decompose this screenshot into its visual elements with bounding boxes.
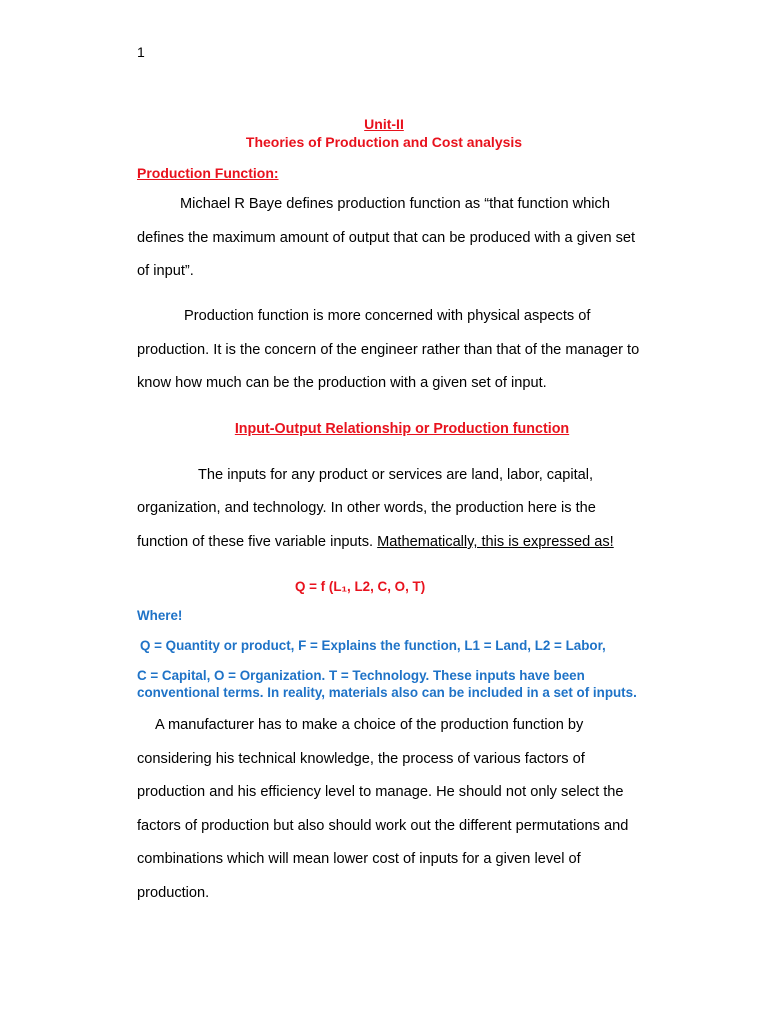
paragraph-line: Michael R Baye defines production function as “that function which [180,196,610,212]
section-title-input-output: Input-Output Relationship or Production function [234,421,570,437]
paragraph-line [137,533,614,551]
paragraph-line: combinations which will mean lower cost of inputs for a given level of [137,851,581,867]
paragraph-text: function of these five variable inputs. [137,534,378,550]
paragraph-line: Production function is more concerned with physical aspects of [184,308,591,324]
mathematical-expression-intro: Mathematically, this is expressed as! [377,534,614,550]
paragraph-line: A manufacturer has to make a choice of the production function by [155,717,584,733]
paragraph-line: production. It is the concern of the engineer rather than that of the manager to [137,342,640,358]
page-number: 1 [137,44,145,60]
production-formula: Q = f (L₁, L2, C, O, T) [295,579,426,594]
paragraph-line: of input”. [137,263,194,279]
paragraph-line: know how much can be the production with a given set of input. [137,375,547,391]
paragraph-line: production and his efficiency level to manage. He should not only select the [137,784,624,800]
definition-line: conventional terms. In reality, materials also can be included in a set of inputs. [137,685,637,700]
unit-heading: Unit-II [364,116,404,132]
where-label: Where! [137,608,183,623]
definition-line: C = Capital, O = Organization. T = Technology. These inputs have been [137,668,585,683]
document-title: Theories of Production and Cost analysis [245,134,523,150]
paragraph-line: production. [137,885,210,901]
definition-line: Q = Quantity or product, F = Explains the function, L1 = Land, L2 = Labor, [140,638,606,653]
paragraph-line: The inputs for any product or services are land, labor, capital, [198,467,594,483]
paragraph-line: defines the maximum amount of output that can be produced with a given set [137,230,636,246]
paragraph-line: factors of production but also should work out the different permutations and [137,818,629,834]
paragraph-line: organization, and technology. In other words, the production here is the [137,500,596,516]
section-title-production-function: Production Function: [137,165,279,181]
paragraph-line: considering his technical knowledge, the process of various factors of [137,751,585,767]
